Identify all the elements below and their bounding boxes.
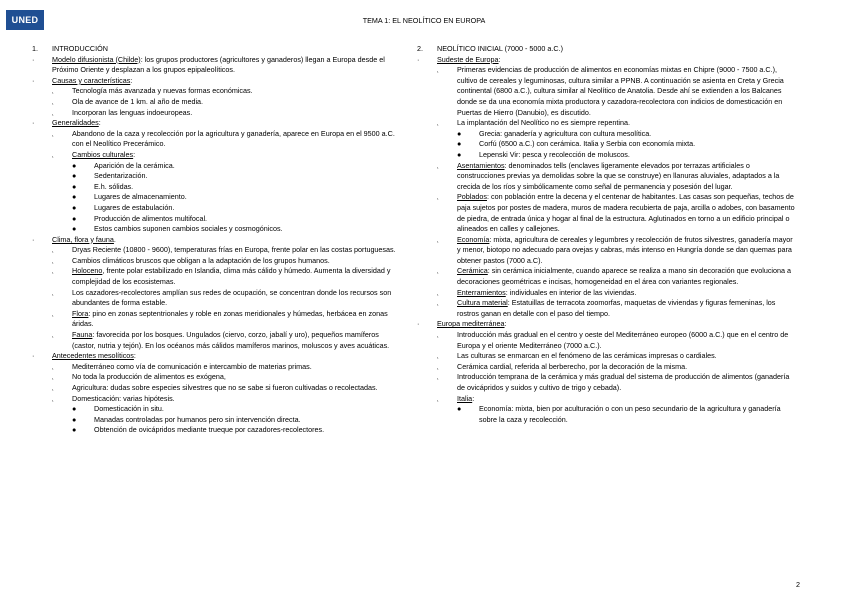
bullet-icon: ˛: [437, 289, 439, 296]
bullet-icon: ˛: [437, 162, 439, 169]
list-item: [32, 372, 398, 383]
list-item-body: Mediterráneo como vía de comunicación e intercambio de materias primas.: [72, 361, 312, 371]
list-item: [32, 383, 398, 394]
list-item-text: [94, 171, 398, 182]
list-item-text: [479, 150, 797, 161]
list-item-body: Dryas Reciente (10800 - 9600), temperaturas frías en Europa, frente polar en las costas portuguesas.: [72, 245, 396, 255]
list-item: [417, 161, 797, 193]
list-item-body: Corfú (6500 a.C.) con cerámica. Italia y Serbia con economía mixta.: [479, 139, 696, 149]
list-item-body: Obtención de ovicápridos mediante trueque por cazadores-recolectores.: [94, 425, 325, 435]
list-item-term: Flora: [72, 308, 89, 318]
list-item-text: [437, 55, 797, 66]
section-title: NEOLÍTICO INICIAL (7000 - 5000 a.C.): [437, 44, 563, 53]
list-item-text: [457, 351, 797, 362]
list-item: [32, 76, 398, 87]
list-item-body: Domesticación: varias hipótesis.: [72, 393, 175, 403]
list-item-body: :: [133, 149, 136, 159]
list-item: [32, 161, 398, 172]
list-item-text: [457, 298, 797, 319]
bullet-icon: ˛: [52, 310, 54, 317]
list-item: [32, 351, 398, 362]
list-item-body: :: [498, 54, 501, 64]
list-item: [417, 129, 797, 140]
bullet-icon: ·: [417, 54, 420, 64]
list-item-text: [72, 97, 398, 108]
list-item-body: : individuales en interior de las viviendas.: [505, 287, 637, 297]
list-item: [417, 351, 797, 362]
list-item-body: Lepenski Vir: pesca y recolección de moluscos.: [479, 149, 630, 159]
list-item-text: [94, 425, 398, 436]
bullet-icon: ●: [457, 149, 462, 159]
list-item-term: Cerámica: [457, 266, 488, 276]
list-item: [32, 171, 398, 182]
list-item-text: [72, 266, 398, 287]
list-item-text: [72, 394, 398, 405]
list-item: [32, 224, 398, 235]
bullet-icon: ˛: [52, 109, 54, 116]
section-heading: [32, 44, 398, 55]
list-item-text: [94, 214, 398, 225]
bullet-icon: ˛: [437, 374, 439, 381]
list-item-text: [457, 288, 797, 299]
list-item-body: Agricultura: dudas sobre especies silvestres que no se sabe si fueron cultivadas o recolectadas.: [72, 383, 378, 392]
list-item-body: .: [113, 234, 116, 244]
list-item-body: Incorporan las lenguas indoeuropeas.: [72, 107, 193, 117]
list-item: [32, 288, 398, 309]
list-item-text: [457, 118, 797, 129]
list-item-text: [94, 203, 398, 214]
list-item-body: : sin cerámica inicialmente, cuando aparece se realiza a mano sin decoración que evoluciona a decoraciones geométricas e incisas, homogeneidad en el área con variantes regionales.: [457, 266, 792, 287]
list-item: [32, 182, 398, 193]
bullet-icon: ˛: [437, 300, 439, 307]
list-item-text: [72, 245, 398, 256]
list-item-text: [94, 224, 398, 235]
list-item: [417, 192, 797, 234]
list-item-text: [457, 235, 797, 267]
list-item-text: [94, 404, 398, 415]
list-item-text: [457, 192, 797, 234]
bullet-icon: ˛: [52, 289, 54, 296]
section-number: 1.: [32, 44, 38, 53]
bullet-icon: ·: [32, 75, 35, 85]
bullet-icon: ●: [457, 139, 462, 149]
list-item-text: [479, 404, 797, 425]
list-item-body: Grecia: ganadería y agricultura con cultura mesolítica.: [479, 128, 652, 138]
right-column: [417, 44, 797, 425]
bullet-icon: ˛: [52, 257, 54, 264]
list-item: [32, 203, 398, 214]
list-item: [32, 256, 398, 267]
list-item-body: No toda la producción de alimentos es exógena,: [72, 372, 226, 382]
list-item: [32, 404, 398, 415]
list-item-term: Generalidades: [52, 118, 99, 128]
bullet-icon: ●: [457, 128, 462, 138]
section-title: INTRODUCCIÓN: [52, 44, 108, 53]
bullet-icon: ·: [32, 54, 35, 64]
list-item-body: Economía: mixta, bien por aculturación o con un peso secundario de la agricultura y ganadería sobre la caza y recolección.: [479, 404, 781, 424]
list-item-term: Fauna: [72, 330, 93, 340]
list-item-text: [457, 394, 797, 405]
list-item: [417, 235, 797, 267]
bullet-icon: ●: [457, 404, 462, 414]
list-item: [32, 150, 398, 161]
list-item-term: Asentamientos: [457, 160, 505, 170]
list-item-body: :: [98, 118, 101, 128]
list-item: [32, 425, 398, 436]
list-item-body: Producción de alimentos multifocal.: [94, 213, 208, 223]
bullet-icon: ˛: [52, 88, 54, 95]
list-item-text: [52, 55, 398, 76]
bullet-icon: ●: [72, 213, 77, 223]
bullet-icon: ˛: [437, 268, 439, 275]
list-item: [417, 372, 797, 393]
uned-logo: UNED: [6, 10, 44, 30]
bullet-icon: ˛: [52, 268, 54, 275]
list-item-text: [72, 256, 398, 267]
list-item-text: [457, 266, 797, 287]
list-item: [417, 65, 797, 118]
list-item-body: Tecnología más avanzada y nuevas formas económicas.: [72, 86, 253, 96]
list-item: [32, 97, 398, 108]
list-item-term: Sudeste de Europa: [437, 54, 499, 64]
list-item-term: Modelo difusionista (Childe): [52, 54, 141, 64]
bullet-icon: ●: [72, 425, 77, 435]
list-item-text: [72, 288, 398, 309]
list-item: [417, 266, 797, 287]
section-heading: [417, 44, 797, 55]
list-item: [417, 288, 797, 299]
list-item-term: Clima, flora y fauna: [52, 234, 114, 244]
list-item: [32, 309, 398, 330]
list-item-body: Primeras evidencias de producción de alimentos en economías mixtas en Chipre (9000 - 7500 a.C.), cultivo de cereales y leguminosas, cultura similar a PPNB. A continuación se asienta en Creta y Grecia continental (6800 a.C.), cultura similar al Neolítico de Anatolia. Desde ahí se extienden a los Balcanes donde se da una economía mixta productora y cazadora-recolectora con indicios de domesticación en Puertas de Hierro (Danubio), es discutido.: [457, 65, 784, 117]
bullet-icon: ●: [72, 192, 77, 202]
bullet-icon: ●: [72, 181, 77, 191]
page-title: TEMA 1: EL NEOLÍTICO EN EUROPA: [362, 16, 486, 25]
list-item-text: [72, 309, 398, 330]
list-item: [417, 394, 797, 405]
bullet-icon: ˛: [52, 130, 54, 137]
bullet-icon: ·: [32, 351, 35, 361]
bullet-icon: ˛: [437, 67, 439, 74]
list-item: [32, 415, 398, 426]
list-item: [32, 266, 398, 287]
list-item-text: [479, 139, 797, 150]
list-item-text: [94, 415, 398, 426]
list-item-text: [72, 383, 398, 394]
list-item: [417, 139, 797, 150]
list-item-body: :: [472, 393, 475, 403]
list-item-term: Europa mediterránea: [437, 319, 505, 329]
list-item-text: [437, 319, 797, 330]
list-item-text: [94, 161, 398, 172]
bullet-icon: ·: [417, 319, 420, 329]
list-item-body: E.h. sólidas.: [94, 181, 134, 191]
list-item-text: [72, 86, 398, 97]
list-item: [32, 192, 398, 203]
list-item-term: Poblados: [457, 192, 487, 202]
list-item: [32, 86, 398, 97]
list-item: [417, 330, 797, 351]
list-item-body: Manadas controladas por humanos pero sin intervención directa.: [94, 414, 301, 424]
list-item-text: [457, 362, 797, 373]
list-item-term: Enterramientos: [457, 287, 506, 297]
list-item-body: Aparición de la cerámica.: [94, 160, 175, 170]
list-item-text: [72, 108, 398, 119]
bullet-icon: ˛: [52, 247, 54, 254]
list-item-text: [457, 65, 797, 118]
list-item-body: Introducción más gradual en el centro y oeste del Mediterráneo europeo (6000 a.C.) que en el centro de Europa y el oriente Mediterráneo (7000 a.C.).: [457, 330, 789, 350]
list-item-text: [457, 372, 797, 393]
page-number: 2: [796, 580, 800, 589]
list-item-body: : los grupos productores (agricultores y ganaderos) llegan a Europa desde el Próximo Oriente y desplazan a los grupos epipaleolíticos.: [52, 54, 385, 75]
list-item-text: [72, 362, 398, 373]
list-item: [417, 404, 797, 425]
bullet-icon: ˛: [437, 353, 439, 360]
list-item-body: Los cazadores-recolectores amplían sus redes de ocupación, se concentran donde los recursos son abundantes de forma estable.: [72, 287, 392, 308]
bullet-icon: ˛: [52, 395, 54, 402]
bullet-icon: ˛: [437, 395, 439, 402]
list-item: [32, 55, 398, 76]
list-item-text: [72, 372, 398, 383]
list-item-text: [52, 76, 398, 87]
list-item-body: : favorecida por los bosques. Ungulados (ciervo, corzo, jabalí y uro), pequeños mamíferos (castor, nutria y tejón). En los océanos más cálidos mamíferos marinos, moluscos y aves acuáticas.: [72, 330, 390, 350]
list-item-body: , frente polar estabilizado en Islandia, clima más cálido y húmedo. Aumenta la diversidad y complejidad de los ecosistemas.: [72, 266, 391, 287]
list-item: [32, 129, 398, 150]
bullet-icon: ●: [72, 160, 77, 170]
list-item-text: [72, 129, 398, 150]
bullet-icon: ·: [32, 234, 35, 244]
list-item-body: Introducción temprana de la cerámica y más gradual del sistema de producción de alimentos (ganadería de ovicápridos y suidos y cultivo de trigo y cebada).: [457, 372, 790, 392]
list-item: [32, 118, 398, 129]
list-item-term: Cultura material: [457, 298, 508, 308]
list-item: [32, 330, 398, 351]
list-item-body: :: [504, 319, 507, 329]
list-item: [417, 55, 797, 66]
list-item: [32, 214, 398, 225]
list-item: [32, 394, 398, 405]
list-item-body: Lugares de almacenamiento.: [94, 192, 187, 202]
list-item-term: Italia: [457, 393, 473, 403]
list-item-body: Ola de avance de 1 km. al año de media.: [72, 96, 204, 106]
list-item-term: Causas y características: [52, 75, 131, 85]
bullet-icon: ˛: [437, 194, 439, 201]
bullet-icon: ˛: [52, 332, 54, 339]
list-item: [32, 235, 398, 246]
bullet-icon: ˛: [437, 363, 439, 370]
bullet-icon: ˛: [52, 363, 54, 370]
list-item-body: :: [130, 75, 133, 85]
bullet-icon: ·: [32, 118, 35, 128]
bullet-icon: ●: [72, 224, 77, 234]
left-column: [32, 44, 398, 436]
bullet-icon: ●: [72, 414, 77, 424]
list-item-text: [52, 351, 398, 362]
list-item: [32, 245, 398, 256]
list-item-body: Cambios climáticos bruscos que obligan a la adaptación de los grupos humanos.: [72, 255, 330, 265]
list-item-text: [52, 118, 398, 129]
list-item-term: Antecedentes mesolíticos: [52, 351, 134, 361]
list-item: [32, 362, 398, 373]
list-item: [417, 319, 797, 330]
list-item-text: [94, 182, 398, 193]
section-number: 2.: [417, 44, 423, 53]
bullet-icon: ˛: [52, 374, 54, 381]
list-item-body: Domesticación in situ.: [94, 404, 164, 414]
list-item-term: Economía: [457, 234, 490, 244]
list-item-text: [457, 161, 797, 193]
list-item-text: [457, 330, 797, 351]
list-item-body: Lugares de estabulación.: [94, 202, 175, 212]
bullet-icon: ˛: [52, 151, 54, 158]
list-item-term: Cambios culturales: [72, 149, 134, 159]
list-item-text: [72, 330, 398, 351]
bullet-icon: ˛: [437, 120, 439, 127]
bullet-icon: ●: [72, 404, 77, 414]
bullet-icon: ˛: [437, 236, 439, 243]
list-item: [417, 118, 797, 129]
list-item-text: [94, 192, 398, 203]
list-item: [417, 298, 797, 319]
list-item-body: Sedentarización.: [94, 171, 148, 181]
list-item: [417, 150, 797, 161]
list-item-text: [72, 150, 398, 161]
list-item-body: : con población entre la decena y el centenar de habitantes. Las casas son pequeñas, techos de paja sujetos por postes de madera, muros de madera recubierta de paja, arcilla o adobes, con basamento de piedra, de entrada única y hogar al final de la estructura. Aglutinados en torno a un edificio principal o alineados en calles y callejones.: [457, 192, 795, 234]
list-item-body: La implantación del Neolítico no es siempre repentina.: [457, 118, 630, 128]
list-item-body: :: [133, 351, 136, 361]
bullet-icon: ●: [72, 202, 77, 212]
bullet-icon: ●: [72, 171, 77, 181]
list-item-body: : denominados tells (enclaves ligeramente elevados por terrazas artificiales o construcciones previas ya demolidas sobre la que se construye) en llanuras aluviales, adaptados a la crecida de los ríos y simbólicamente como señal de permanencia y posesión del lugar.: [457, 160, 780, 191]
list-item: [417, 362, 797, 373]
list-item-body: : pino en zonas septentrionales y roble en zonas meridionales y húmedas, herbácea en zonas áridas.: [72, 308, 388, 329]
bullet-icon: ˛: [52, 385, 54, 391]
list-item-body: Cerámica cardial, referida al berberecho, por la decoración de la misma.: [457, 361, 688, 371]
list-item-term: Holoceno: [72, 266, 103, 276]
list-item-body: Estos cambios suponen cambios sociales y cosmogónicos.: [94, 224, 283, 234]
list-item: [32, 108, 398, 119]
bullet-icon: ˛: [437, 332, 439, 339]
list-item-body: Las culturas se enmarcan en el fenómeno de las cerámicas impresas o cardiales.: [457, 351, 717, 361]
list-item-body: Abandono de la caza y recolección por la agricultura y ganadería, aparece en Europa en el 9500 a.C. con el Neolítico Precerámico.: [72, 128, 395, 149]
list-item-text: [479, 129, 797, 140]
list-item-text: [52, 235, 398, 246]
bullet-icon: ˛: [52, 98, 54, 105]
list-item-body: : Estatuillas de terracota zoomorfas, maquetas de viviendas y figuras femeninas, los rostros ganan en detalle con el paso del tiempo.: [457, 298, 776, 318]
list-item-body: : mixta, agricultura de cereales y legumbres y recolección de frutos silvestres, ganadería mayor y menor, biotopo no adecuado para ovejas y cabras, más intenso en Hungría donde se dan quemas para obtener pastos (7000 a.C).: [457, 234, 793, 265]
